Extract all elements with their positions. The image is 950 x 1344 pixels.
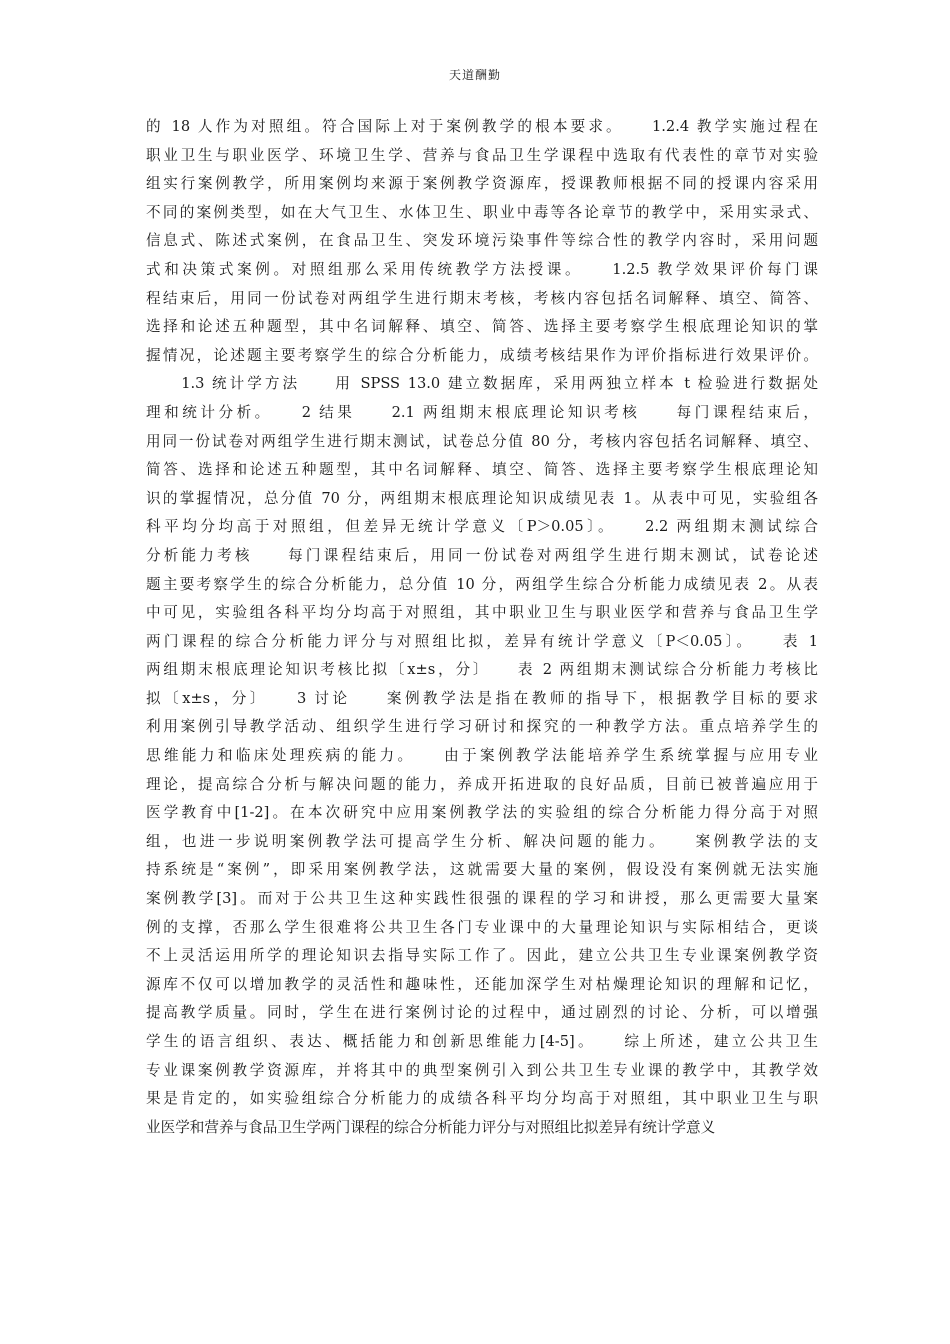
text-line: 选择和论述五种题型，其中名词解释、填空、简答、选择主要考察学生根底理论知识的掌: [146, 318, 818, 336]
text-line: 不同的案例类型，如在大气卫生、水体卫生、职业中毒等各论章节的教学中，采用实录式、: [146, 203, 818, 221]
text-line: 源库不仅可以增加教学的灵活性和趣味性，还能加深学生对枯燥理论知识的理解和记忆，: [146, 975, 818, 993]
text-line: 业医学和营养与食品卫生学两门课程的综合分析能力评分与对照组比拟差异有统计学意义: [146, 1118, 716, 1136]
text-line: 持系统是“案例”，即采用案例教学法，这就需要大量的案例，假设没有案例就无法实施: [146, 861, 818, 879]
text-line: 学生的语言组织、表达、概括能力和创新思维能力[4-5]。 综上所述，建立公共卫生: [146, 1033, 818, 1050]
text-line: 组，也进一步说明案例教学法可提高学生分析、解决问题的能力。 案例教学法的支: [146, 832, 818, 850]
text-line: 信息式、陈述式案例，在食品卫生、突发环境污染事件等综合性的教学内容时，采用问题: [146, 232, 818, 250]
text-line: 理论，提高综合分析与解决问题的能力，养成开拓进取的良好品质，目前已被普遍应用于: [146, 775, 818, 793]
text-line: 识的掌握情况，总分值 70 分，两组期末根底理论知识成绩见表 1。从表中可见，实验组各: [146, 489, 818, 507]
text-line: 中可见，实验组各科平均分均高于对照组，其中职业卫生与职业医学和营养与食品卫生学: [146, 604, 818, 622]
text-line: 式和决策式案例。对照组那么采用传统教学方法授课。 1.2.5 教学效果评价每门课: [146, 260, 818, 278]
text-line: 简答、选择和论述五种题型，其中名词解释、填空、简答、选择主要考察学生根底理论知: [146, 461, 818, 479]
text-line: 提高教学质量。同时，学生在进行案例讨论的过程中，通过剧烈的讨论、分析，可以增强: [146, 1004, 818, 1022]
text-line: 用同一份试卷对两组学生进行期末测试，试卷总分值 80 分，考核内容包括名词解释、填空、: [146, 432, 818, 450]
text-line: 的 18 人作为对照组。符合国际上对于案例教学的根本要求。 1.2.4 教学实施过程在: [146, 118, 818, 135]
text-line: 不上灵活运用所学的理论知识去指导实际工作了。因此，建立公共卫生专业课案例教学资: [146, 947, 818, 965]
text-line: 果是肯定的，如实验组综合分析能力的成绩各科平均分均高于对照组，其中职业卫生与职: [146, 1090, 818, 1108]
page-header: 天道酬勤: [448, 68, 501, 82]
text-line: 职业卫生与职业医学、环境卫生学、营养与食品卫生学课程中选取有代表性的章节对实验: [146, 146, 818, 164]
text-line: 分析能力考核 每门课程结束后，用同一份试卷对两组学生进行期末测试，试卷论述: [146, 546, 818, 564]
text-line: 理和统计分析。 2 结果 2.1 两组期末根底理论知识考核 每门课程结束后，: [146, 403, 818, 421]
text-line: 程结束后，用同一份试卷对两组学生进行期末考核，考核内容包括名词解释、填空、简答、: [146, 289, 818, 307]
text-line: 科平均分均高于对照组，但差异无统计学意义〔P＞0.05〕。 2.2 两组期末测试综合: [146, 518, 818, 536]
text-line: 拟〔x±s，分〕 3 讨论 案例教学法是指在教师的指导下，根据教学目标的要求: [146, 689, 818, 707]
text-line: 利用案例引导教学活动、组织学生进行学习研讨和探究的一种教学方法。重点培养学生的: [146, 718, 818, 736]
text-line: 握情况，论述题主要考察学生的综合分析能力，成绩考核结果作为评价指标进行效果评价。: [146, 346, 818, 364]
text-line: 例的支撑，否那么学生很难将公共卫生各门专业课中的大量理论知识与实际相结合，更谈: [146, 918, 818, 936]
text-line: 专业课案例教学资源库，并将其中的典型案例引入到公共卫生专业课的教学中，其教学效: [146, 1061, 818, 1079]
text-line: 两门课程的综合分析能力评分与对照组比拟，差异有统计学意义〔P＜0.05〕。 表 1: [146, 632, 818, 650]
text-line: 案例教学[3]。而对于公共卫生这种实践性很强的课程的学习和讲授，那么更需要大量案: [146, 890, 818, 908]
text-line: 组实行案例教学，所用案例均来源于案例教学资源库，授课教师根据不同的授课内容采用: [146, 175, 818, 193]
body-text: [146, 113, 818, 1142]
text-line: 题主要考察学生的综合分析能力，总分值 10 分，两组学生综合分析能力成绩见表 2。从表: [146, 575, 818, 593]
text-line: 医学教育中[1-2]。在本次研究中应用案例教学法的实验组的综合分析能力得分高于对照: [146, 804, 818, 822]
text-line: 两组期末根底理论知识考核比拟〔x±s，分〕 表 2 两组期末测试综合分析能力考核比: [146, 661, 818, 679]
text-line: 思维能力和临床处理疾病的能力。 由于案例教学法能培养学生系统掌握与应用专业: [146, 747, 818, 765]
text-line: 1.3 统计学方法 用 SPSS 13.0 建立数据库，采用两独立样本 t 检验进行数据处: [146, 375, 818, 393]
